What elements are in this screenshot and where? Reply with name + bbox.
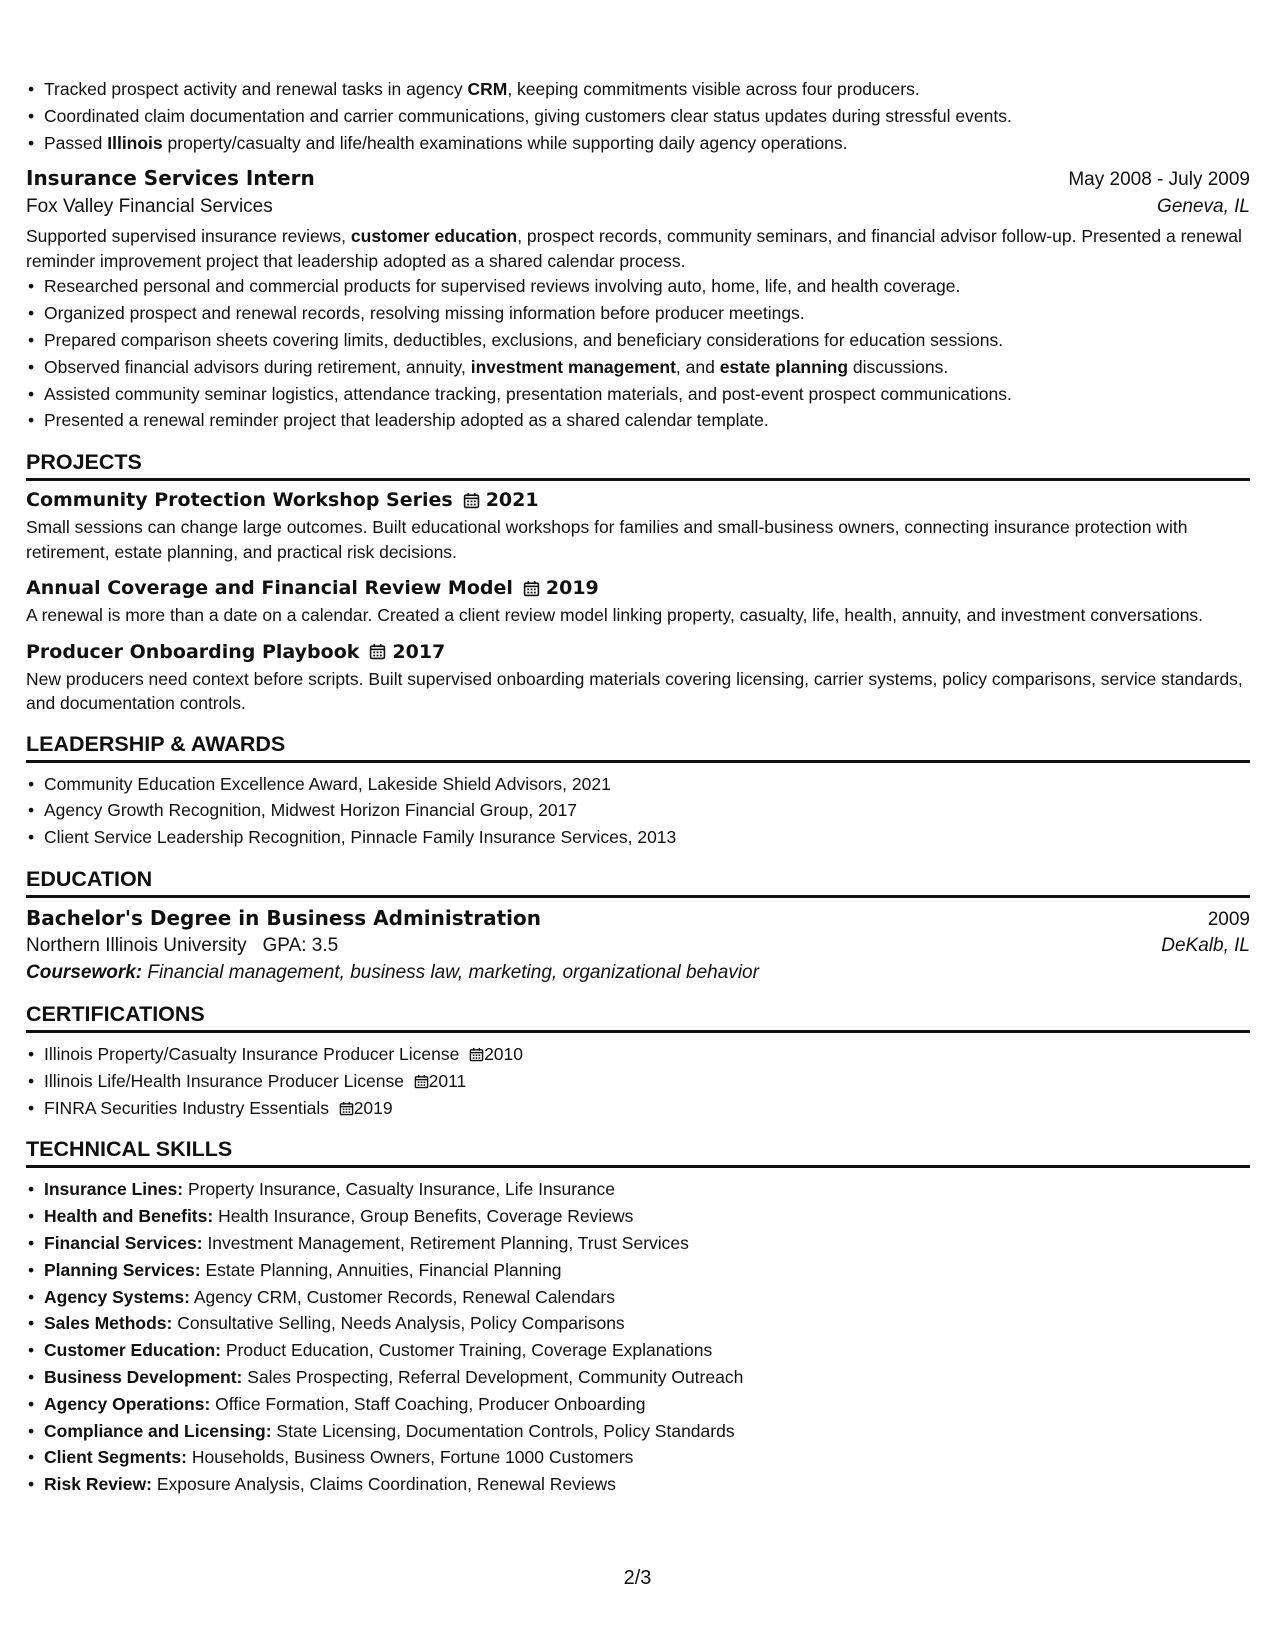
job-dates: May 2008 - July 2009 — [1068, 169, 1250, 191]
calendar-icon — [469, 1047, 484, 1062]
project-entry — [26, 577, 1250, 628]
certification-year: 2010 — [484, 1044, 524, 1065]
project-description: Small sessions can change large outcomes. Built educational workshops for families and small-business owners, connecting insurance protection with retirement, estate planning, and practical risk decisions. — [26, 517, 1188, 562]
certifications-section — [26, 1002, 1250, 1121]
skill-item: • Sales Methods: Consultative Selling, Needs Analysis, Policy Comparisons — [26, 1310, 1250, 1337]
resume-page — [26, 76, 1250, 1498]
coursework-list: Financial management, business law, marketing, organizational behavior — [147, 962, 759, 984]
skill-list — [26, 1176, 1250, 1498]
bullet-item: • Presented a renewal reminder project that leadership adopted as a shared calendar template. — [26, 407, 1250, 434]
certification-year: 2019 — [353, 1097, 393, 1118]
project-year: 2021 — [485, 489, 539, 512]
job-company-row — [26, 196, 1250, 218]
certification-item: • Illinois Life/Health Insurance Producer License 2011 — [26, 1068, 1250, 1095]
prior-role-bullets — [26, 76, 1250, 156]
page-number: 2/3 — [623, 1567, 652, 1589]
school-location: DeKalb, IL — [1161, 935, 1250, 957]
skill-item: • Insurance Lines: Property Insurance, Casualty Insurance, Life Insurance — [26, 1176, 1250, 1203]
calendar-icon — [463, 492, 480, 509]
bullet-item: • Observed financial advisors during retirement, annuity, investment management, and estate planning discussions. — [26, 354, 1250, 381]
job-summary: Supported supervised insurance reviews, customer education, prospect records, community seminars, and financial advisor follow-up. Presented a renewal reminder improvement project that leadership adopted as a shared calendar process. — [26, 226, 1242, 271]
award-list — [26, 771, 1250, 851]
calendar-icon — [369, 643, 386, 660]
bullet-item: • Tracked prospect activity and renewal tasks in agency CRM, keeping commitments visible across four producers. — [26, 76, 1250, 103]
bullet-item: • Assisted community seminar logistics, attendance tracking, presentation materials, and post-event prospect communications. — [26, 381, 1250, 408]
skill-item: • Compliance and Licensing: State Licensing, Documentation Controls, Policy Standards — [26, 1418, 1250, 1445]
skill-item: • Risk Review: Exposure Analysis, Claims Coordination, Renewal Reviews — [26, 1471, 1250, 1498]
projects-section — [26, 450, 1250, 716]
section-heading: CERTIFICATIONS — [26, 1002, 1250, 1033]
skill-item: • Health and Benefits: Health Insurance, Group Benefits, Coverage Reviews — [26, 1203, 1250, 1230]
project-title: Annual Coverage and Financial Review Model — [26, 577, 513, 600]
project-title: Producer Onboarding Playbook — [26, 640, 360, 663]
leadership-section — [26, 732, 1250, 851]
graduation-year: 2009 — [1207, 909, 1250, 931]
school-name: Northern Illinois University — [26, 935, 247, 957]
education-section — [26, 867, 1250, 984]
certification-year: 2011 — [428, 1070, 467, 1091]
job-title: Insurance Services Intern — [26, 166, 315, 191]
company-name: Fox Valley Financial Services — [26, 196, 273, 218]
project-title: Community Protection Workshop Series — [26, 489, 453, 512]
project-description: A renewal is more than a date on a calendar. Created a client review model linking property, casualty, life, health, annuity, and investment conversations. — [26, 605, 1204, 626]
bullet-item: • Researched personal and commercial products for supervised reviews involving auto, home, life, and health coverage. — [26, 273, 1250, 300]
degree-title: Bachelor's Degree in Business Administration — [26, 906, 541, 931]
skill-item: • Financial Services: Investment Management, Retirement Planning, Trust Services — [26, 1230, 1250, 1257]
bullet-item: • Organized prospect and renewal records, resolving missing information before producer meetings. — [26, 300, 1250, 327]
coursework — [26, 962, 1250, 984]
gpa: GPA: 3.5 — [262, 935, 339, 957]
bullet-item: • Coordinated claim documentation and carrier communications, giving customers clear status updates during stressful events. — [26, 103, 1250, 130]
project-year: 2017 — [392, 640, 446, 663]
skill-item: • Agency Operations: Office Formation, Staff Coaching, Producer Onboarding — [26, 1391, 1250, 1418]
skill-item: • Business Development: Sales Prospecting, Referral Development, Community Outreach — [26, 1364, 1250, 1391]
project-description: New producers need context before scripts. Built supervised onboarding materials covering licensing, carrier systems, policy comparisons, service standards, and documentation controls. — [26, 668, 1243, 714]
bullet-item: • Prepared comparison sheets covering limits, deductibles, exclusions, and beneficiary considerations for education sessions. — [26, 327, 1250, 354]
certification-item: • FINRA Securities Industry Essentials 2019 — [26, 1095, 1250, 1122]
job-location: Geneva, IL — [1157, 196, 1250, 218]
skill-item: • Client Segments: Households, Business Owners, Fortune 1000 Customers — [26, 1444, 1250, 1471]
job-header — [26, 166, 1250, 191]
certification-item: • Illinois Property/Casualty Insurance Producer License 2010 — [26, 1041, 1250, 1068]
calendar-icon — [523, 580, 540, 597]
calendar-icon — [339, 1101, 354, 1116]
job-bullets — [26, 273, 1250, 434]
certification-list — [26, 1041, 1250, 1121]
award-item: • Client Service Leadership Recognition, Pinnacle Family Insurance Services, 2013 — [26, 824, 1250, 851]
skill-item: • Customer Education: Product Education, Customer Training, Coverage Explanations — [26, 1337, 1250, 1364]
award-item: • Agency Growth Recognition, Midwest Horizon Financial Group, 2017 — [26, 797, 1250, 824]
award-item: • Community Education Excellence Award, Lakeside Shield Advisors, 2021 — [26, 771, 1250, 798]
section-heading: EDUCATION — [26, 867, 1250, 898]
project-entry — [26, 489, 1250, 564]
section-heading: LEADERSHIP & AWARDS — [26, 732, 1250, 763]
bullet-item: • Passed Illinois property/casualty and life/health examinations while supporting daily agency operations. — [26, 130, 1250, 157]
section-heading: TECHNICAL SKILLS — [26, 1137, 1250, 1168]
project-year: 2019 — [545, 577, 599, 600]
skill-item: • Agency Systems: Agency CRM, Customer Records, Renewal Calendars — [26, 1284, 1250, 1311]
skills-section — [26, 1137, 1250, 1498]
calendar-icon — [414, 1074, 429, 1089]
coursework-label: Coursework: — [26, 962, 143, 984]
experience-entry — [26, 166, 1250, 434]
section-heading: PROJECTS — [26, 450, 1250, 481]
project-entry — [26, 641, 1250, 716]
skill-item: • Planning Services: Estate Planning, Annuities, Financial Planning — [26, 1257, 1250, 1284]
